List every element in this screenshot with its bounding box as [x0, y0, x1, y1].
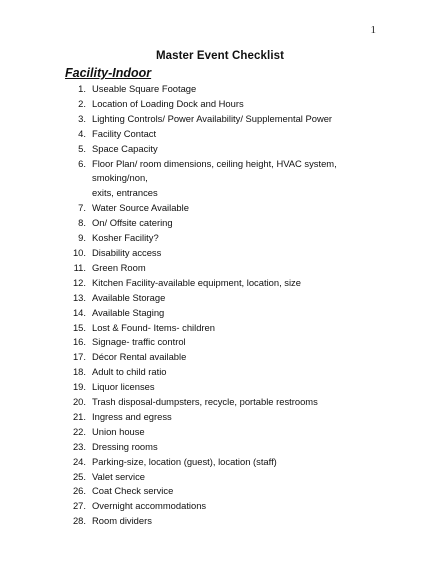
item-number: 1.	[78, 83, 86, 94]
item-number: 4.	[78, 127, 86, 139]
list-item	[0, 216, 382, 231]
item-number: 7.	[78, 202, 86, 214]
list-item	[0, 440, 382, 455]
item-text: Liquor licenses	[92, 381, 155, 393]
item-text: Water Source Available	[92, 202, 189, 214]
document-title: Master Event Checklist	[155, 50, 285, 62]
list-item	[0, 455, 382, 470]
item-number: 3.	[78, 112, 86, 124]
item-number: 8.	[78, 217, 86, 229]
item-text: Floor Plan/ room dimensions, ceiling height, HVAC system, smoking/non,	[92, 157, 337, 184]
item-number: 22.	[72, 425, 86, 437]
item-number: 18.	[72, 366, 86, 378]
item-text: Parking-size, location (guest), location (staff)	[92, 455, 277, 467]
item-text: Union house	[92, 425, 145, 437]
item-number: 27.	[72, 500, 86, 512]
item-text: Coat Check service	[92, 485, 174, 497]
item-text: Décor Rental available	[92, 351, 187, 363]
list-item	[0, 395, 382, 410]
item-number: 6.	[78, 157, 86, 169]
item-number: 17.	[72, 351, 86, 363]
item-number: 28.	[72, 515, 86, 527]
item-text: Lost & Found- Items- children	[92, 321, 215, 333]
list-item	[0, 365, 382, 380]
list-item	[0, 484, 382, 499]
item-number: 24.	[72, 455, 86, 467]
list-item	[0, 425, 382, 440]
list-item	[0, 142, 382, 157]
item-number: 14.	[72, 306, 86, 318]
list-item	[0, 306, 382, 321]
list-item	[0, 410, 382, 425]
list-item	[0, 97, 382, 112]
item-text: Adult to child ratio	[92, 366, 167, 378]
item-number: 25.	[72, 470, 86, 482]
list-item	[0, 201, 382, 216]
item-number: 19.	[72, 381, 86, 393]
item-text: Facility Contact	[92, 127, 157, 139]
item-number: 23.	[72, 440, 86, 452]
item-number: 20.	[72, 396, 86, 408]
item-text: Ingress and egress	[92, 410, 172, 422]
item-text: Location of Loading Dock and Hours	[92, 97, 244, 109]
list-item	[0, 157, 382, 202]
list-item	[0, 127, 382, 142]
item-text: Kitchen Facility-available equipment, location, size	[92, 276, 301, 288]
item-number: 26.	[72, 485, 86, 497]
item-text: On/ Offsite catering	[92, 217, 173, 229]
item-number: 21.	[72, 410, 86, 422]
item-text: Available Storage	[92, 291, 166, 303]
item-text: Lighting Controls/ Power Availability/ Supplemental Power	[92, 112, 333, 124]
item-text: Valet service	[92, 470, 145, 482]
item-number: 16.	[72, 336, 86, 348]
item-text-continuation: exits, entrances	[92, 187, 158, 199]
item-number: 10.	[72, 246, 86, 258]
item-number: 2.	[78, 97, 86, 109]
list-item	[0, 350, 382, 365]
item-text: Dressing rooms	[92, 440, 158, 452]
item-text: Overnight accommodations	[92, 500, 207, 512]
item-number: 9.	[78, 232, 86, 244]
item-number: 12.	[72, 276, 86, 288]
item-text: Available Staging	[92, 306, 165, 318]
item-text: Useable Square Footage	[92, 83, 197, 94]
list-item	[0, 470, 382, 485]
list-item	[0, 321, 382, 336]
item-number: 5.	[78, 142, 86, 154]
item-number: 13.	[72, 291, 86, 303]
item-text: Signage- traffic control	[92, 336, 186, 348]
section-heading: Facility-Indoor	[65, 66, 152, 80]
page-number: 1	[370, 24, 376, 36]
item-text: Disability access	[92, 246, 162, 258]
list-item	[0, 261, 382, 276]
list-item	[0, 231, 382, 246]
list-item	[0, 246, 382, 261]
list-item	[0, 276, 382, 291]
item-text: Space Capacity	[92, 142, 158, 154]
item-text: Room dividers	[92, 515, 152, 527]
item-text: Green Room	[92, 261, 146, 273]
item-text: Trash disposal-dumpsters, recycle, portable restrooms	[92, 396, 318, 408]
list-item	[0, 82, 382, 97]
list-item	[0, 514, 382, 529]
item-text: Kosher Facility?	[92, 232, 159, 244]
list-item	[0, 380, 382, 395]
list-item	[0, 335, 382, 350]
list-item	[0, 499, 382, 514]
list-item	[0, 112, 382, 127]
item-number: 15.	[72, 321, 86, 333]
item-number: 11.	[73, 261, 86, 273]
checklist	[0, 82, 382, 529]
list-item	[0, 291, 382, 306]
